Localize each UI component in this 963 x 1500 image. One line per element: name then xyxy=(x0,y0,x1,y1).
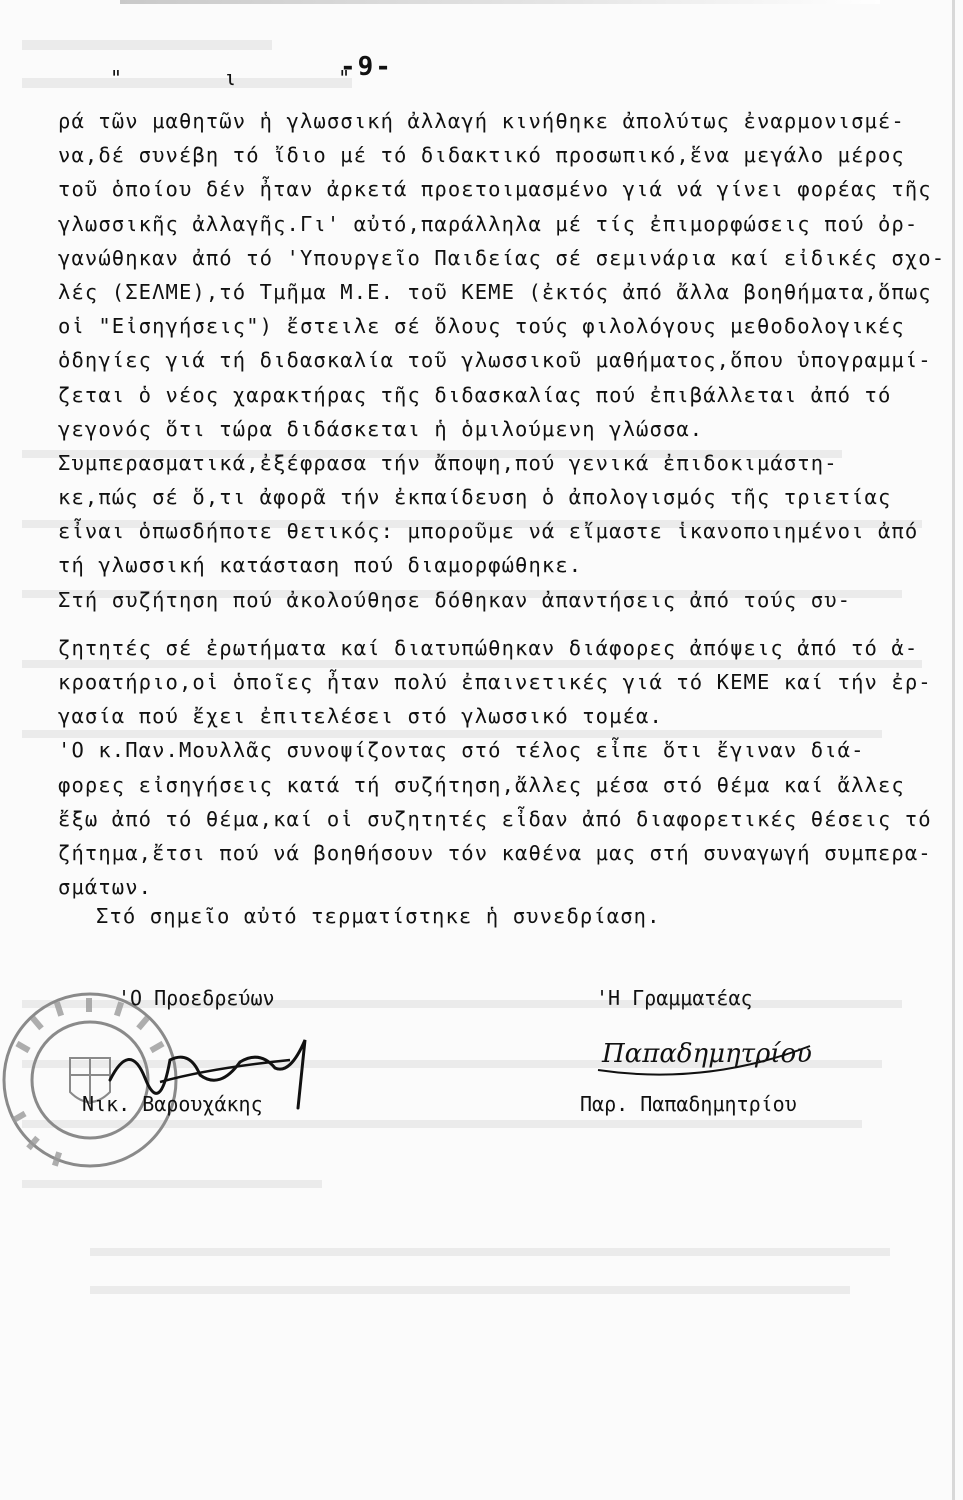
chair-name: Νικ. Βαρουχάκης xyxy=(82,1092,263,1116)
scan-edge-right xyxy=(952,0,955,1500)
text-line: λές (ΣΕΛΜΕ),τό Τμῆμα Μ.Ε. τοῦ ΚΕΜΕ (ἐκτός ἀπό ἄλλα βοηθήματα,ὅπως xyxy=(58,279,932,304)
text-line: γλωσσικῆς ἀλλαγῆς.Γι' αὐτό,παράλληλα μέ τίς ἐπιμορφώσεις πού ὀρ- xyxy=(58,211,919,236)
text-line: κροατήριο,οἱ ὁποῖες ἦταν πολύ ἐπαινετικές γιά τό ΚΕΜΕ καί τήν ἐρ- xyxy=(58,670,932,694)
text-line: γασία πού ἔχει ἐπιτελέσει στό γλωσσικό τομέα. xyxy=(58,704,663,729)
text-line: οἱ "Εἰσηγήσεις") ἔστειλε σέ ὅλους τούς φιλολόγους μεθοδολογικές xyxy=(58,314,905,339)
text-line: ζήτημα,ἔτσι πού νά βοηθήσουν τόν καθένα μας στή συναγωγή συμπερα- xyxy=(58,840,932,865)
text-line: κε,πώς σέ ὅ,τι ἀφορᾶ τήν ἐκπαίδευση ὁ ἀπολογισμός τῆς τριετίας xyxy=(58,485,892,510)
text-line: να,δέ συνέβη τό ἴδιο μέ τό διδακτικό προσωπικό,ἕνα μεγάλο μέρος xyxy=(58,143,905,168)
text-line: γανώθηκαν ἀπό τό 'Υπουργεῖο Παιδείας σέ σεμινάρια καί εἰδικές σχο- xyxy=(58,245,946,270)
text-line: τοῦ ὁποίου δέν ἦταν ἀρκετά προετοιμασμένο γιά νά γίνει φορέας τῆς xyxy=(58,177,932,202)
secretary-title: 'Η Γραμματέας xyxy=(596,986,753,1010)
text-line: 'Ο κ.Παν.Μουλλᾶς συνοψίζοντας στό τέλος εἶπε ὅτι ἔγιναν διά- xyxy=(58,738,865,763)
text-line: Στή συζήτηση πού ἀκολούθησε δόθηκαν ἀπαντήσεις ἀπό τούς συ- xyxy=(58,587,852,612)
text-line: ὁδηγίες γιά τή διδασκαλία τοῦ γλωσσικοῦ μαθήματος,ὅπου ὑπογραμμί- xyxy=(58,348,932,373)
text-line: ἔξω ἀπό τό θέμα,καί οἱ συζητητές εἶδαν ἀπό διαφορετικές θέσεις τό xyxy=(58,806,932,831)
secretary-signature-icon xyxy=(596,1026,816,1086)
text-line: ζητητές σέ ἐρωτήματα καί διατυπώθηκαν διάφορες ἀπόψεις ἀπό τό ἀ- xyxy=(58,635,919,660)
chair-title: 'Ο Προεδρεύων xyxy=(118,986,275,1010)
text-line: σμάτων. xyxy=(58,875,153,900)
closing-line: Στό σημεῖο αὐτό τερματίστηκε ἡ συνεδρίαση. xyxy=(96,904,661,928)
page-number: -9- xyxy=(340,52,393,82)
ditto-marks: " ι " xyxy=(110,66,351,90)
text-line: τή γλωσσική κατάσταση πού διαμορφώθηκε. xyxy=(58,553,583,578)
secretary-handwriting: Παπαδημητρίου xyxy=(602,1039,812,1069)
text-line: ρά τῶν μαθητῶν ἡ γλωσσική ἀλλαγή κινήθηκε ἀπολύτως ἐναρμονισμέ- xyxy=(58,109,905,133)
text-line: ζεται ὁ νέος χαρακτήρας τῆς διδασκαλίας πού ἐπιβάλλεται ἀπό τό xyxy=(58,382,892,407)
text-line: εἶναι ὁπωσδήποτε θετικός: μποροῦμε νά εἴμαστε ἱκανοποιημένοι ἀπό xyxy=(58,519,919,544)
text-line: Συμπερασματικά,ἐξέφρασα τήν ἄποψη,πού γενικά ἐπιδοκιμάστη- xyxy=(58,450,838,475)
secretary-name: Παρ. Παπαδημητρίου xyxy=(580,1092,797,1116)
body-text xyxy=(58,104,946,904)
scan-edge-top xyxy=(120,0,880,4)
text-line: γεγονός ὅτι τώρα διδάσκεται ἡ ὁμιλούμενη γλώσσα. xyxy=(58,416,704,441)
text-line: φορες εἰσηγήσεις κατά τή συζήτηση,ἄλλες μέσα στό θέμα καί ἄλλες xyxy=(58,772,905,797)
